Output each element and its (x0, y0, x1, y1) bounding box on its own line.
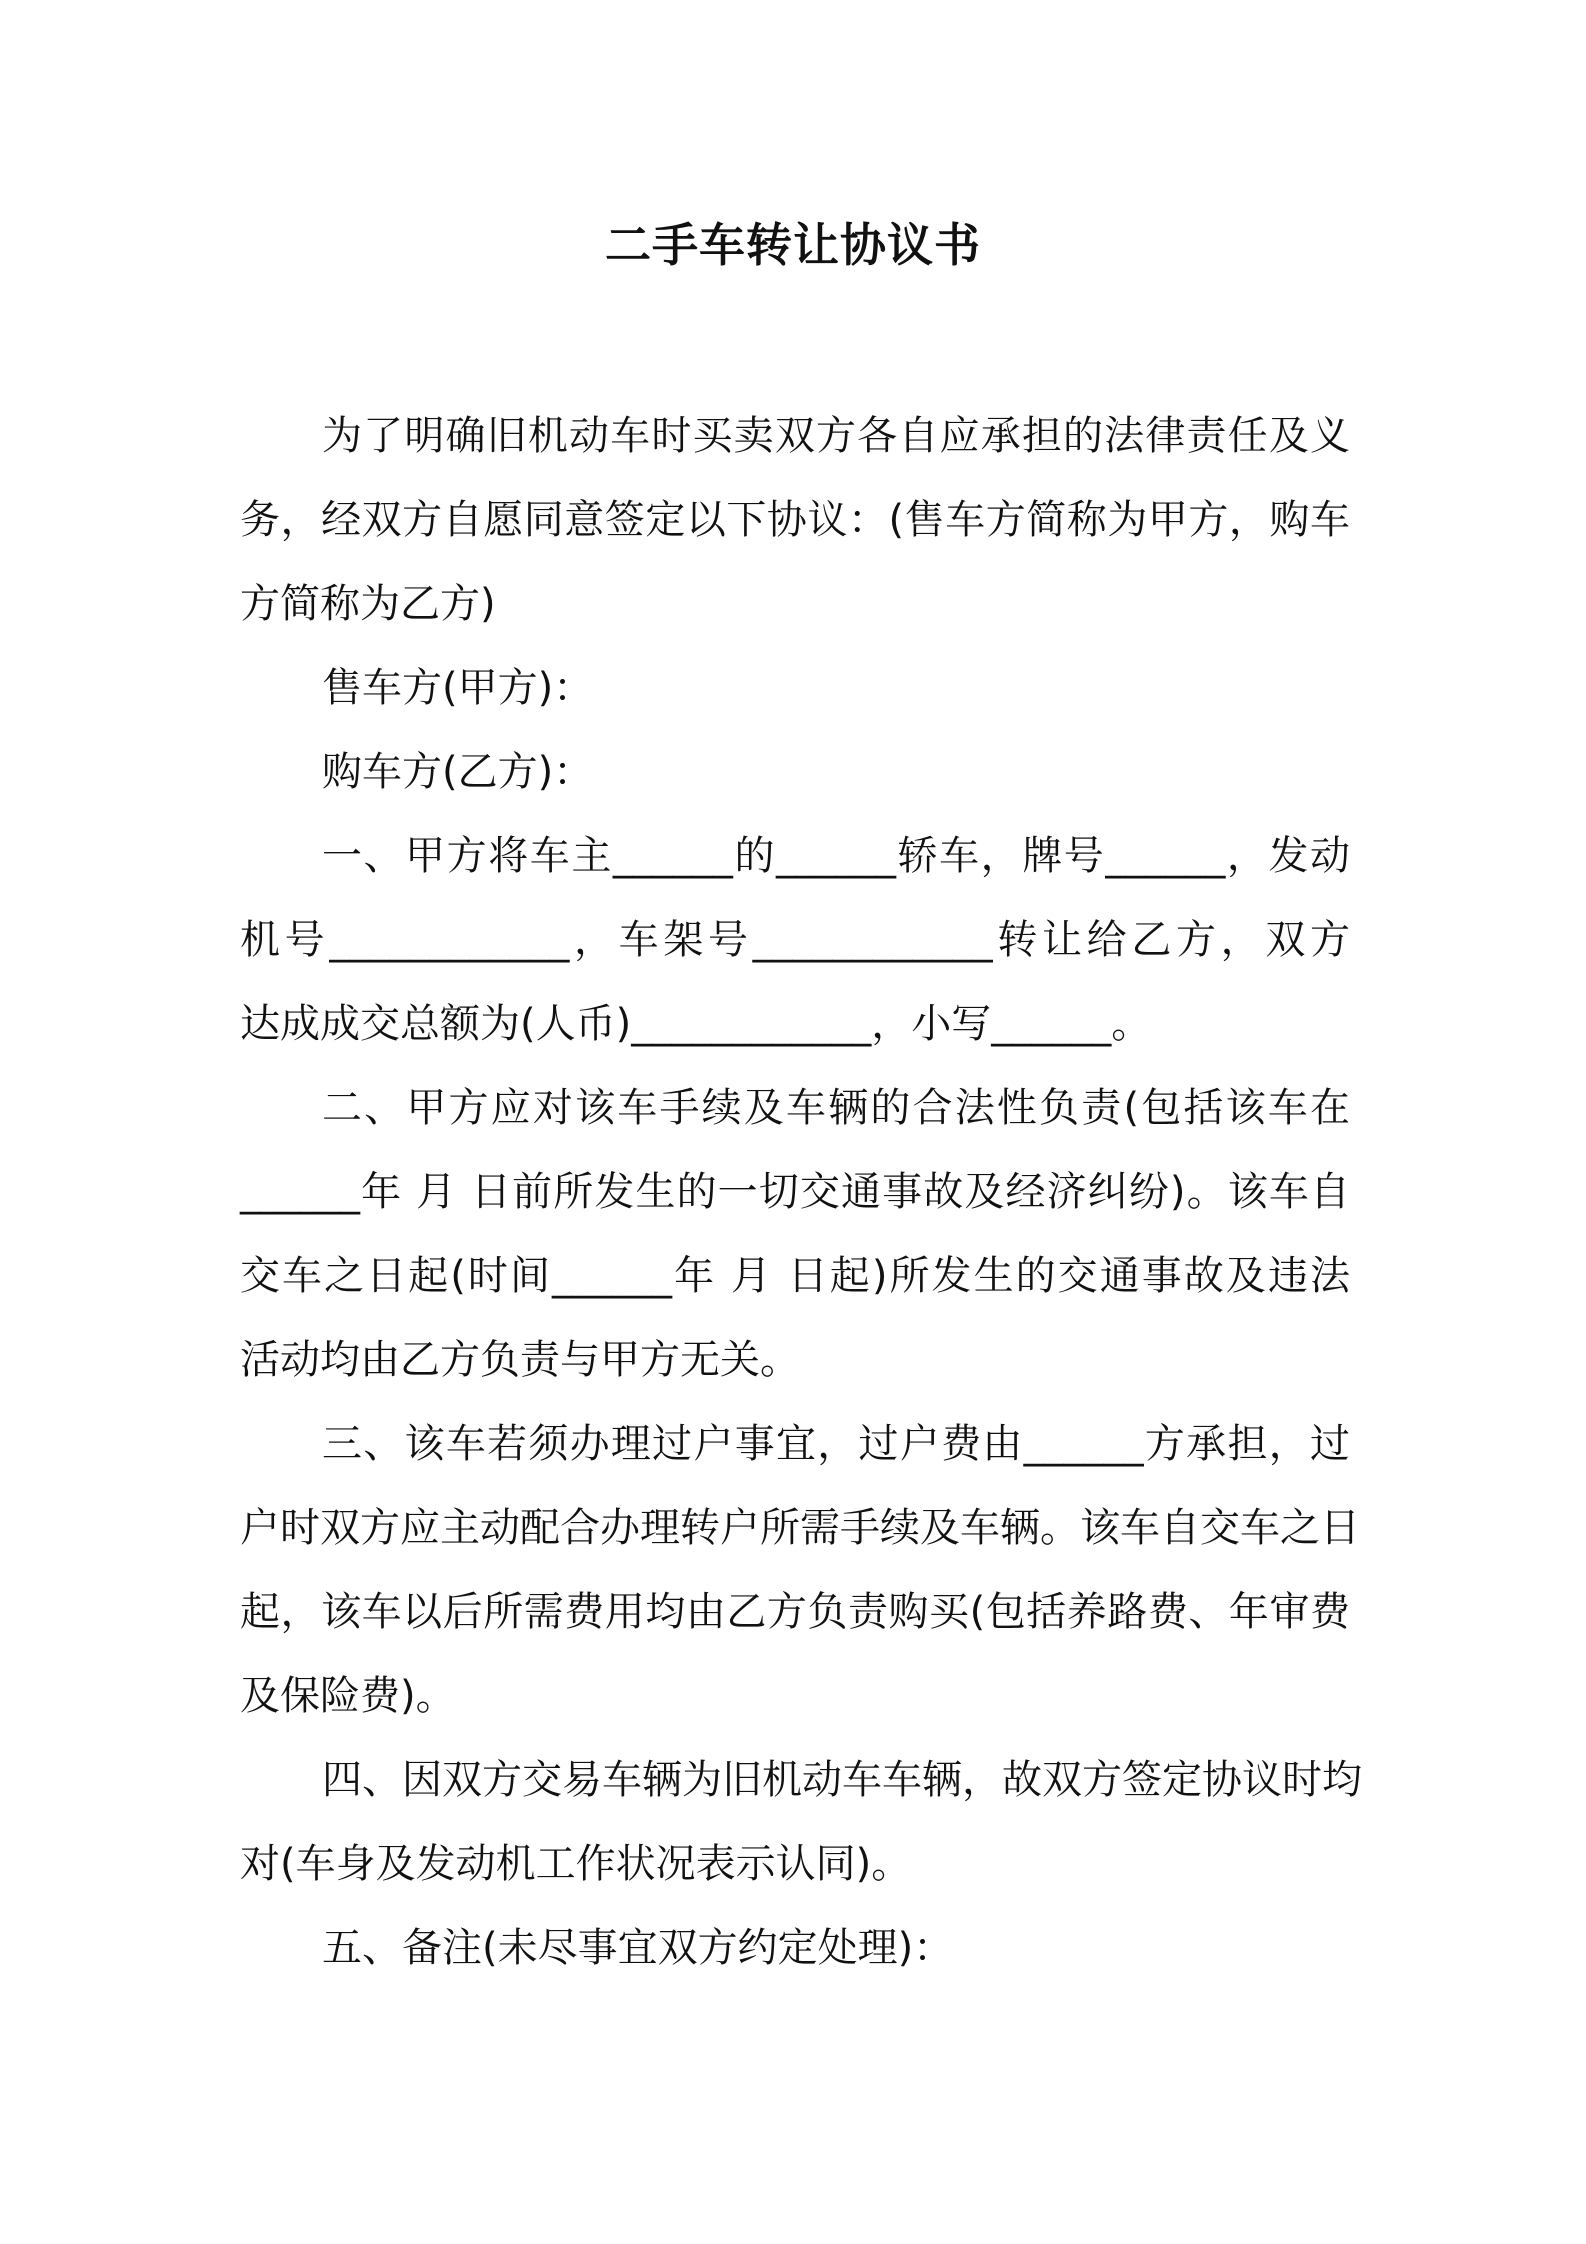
intro-line-2: 务，经双方自愿同意签定以下协议：(售车方简称为甲方，购车 (240, 497, 1350, 543)
clause-3-line-1: 三、该车若须办理过户事宜，过户费由______方承担，过 (322, 1421, 1350, 1467)
intro-line-3: 方简称为乙方) (240, 581, 496, 627)
clause-1-line-1: 一、甲方将车主______的______轿车，牌号______，发动 (322, 833, 1350, 879)
clause-4-line-2: 对(车身及发动机工作状况表示认同)。 (240, 1841, 912, 1887)
clause-3-line-2: 户时双方应主动配合办理转户所需手续及车辆。该车自交车之日 (240, 1505, 1360, 1551)
seller-label: 售车方(甲方)： (322, 665, 594, 711)
clause-2-line-1: 二、甲方应对该车手续及车辆的合法性负责(包括该车在 (322, 1085, 1350, 1131)
clause-3-line-4: 及保险费)。 (240, 1673, 456, 1719)
clause-2-line-4: 活动均由乙方负责与甲方无关。 (240, 1337, 800, 1383)
clause-4-line-1: 四、因双方交易车辆为旧机动车车辆，故双方签定协议时均 (322, 1757, 1362, 1803)
buyer-label: 购车方(乙方)： (322, 749, 594, 795)
document-title: 二手车转让协议书 (605, 218, 981, 272)
clause-2-line-3: 交车之日起(时间______年 月 日起)所发生的交通事故及违法 (240, 1253, 1350, 1299)
clause-3-line-3: 起，该车以后所需费用均由乙方负责购买(包括养路费、年审费 (240, 1589, 1350, 1635)
intro-line-1: 为了明确旧机动车时买卖双方各自应承担的法律责任及义 (322, 413, 1350, 459)
clause-1-line-2: 机号____________，车架号____________转让给乙方，双方 (240, 917, 1350, 963)
clause-2-line-2: ______年 月 日前所发生的一切交通事故及经济纠纷)。该车自 (240, 1169, 1350, 1215)
clause-5-line-1: 五、备注(未尽事宜双方约定处理)： (322, 1925, 954, 1971)
clause-1-line-3: 达成成交总额为(人币)____________，小写______。 (240, 1001, 1152, 1047)
